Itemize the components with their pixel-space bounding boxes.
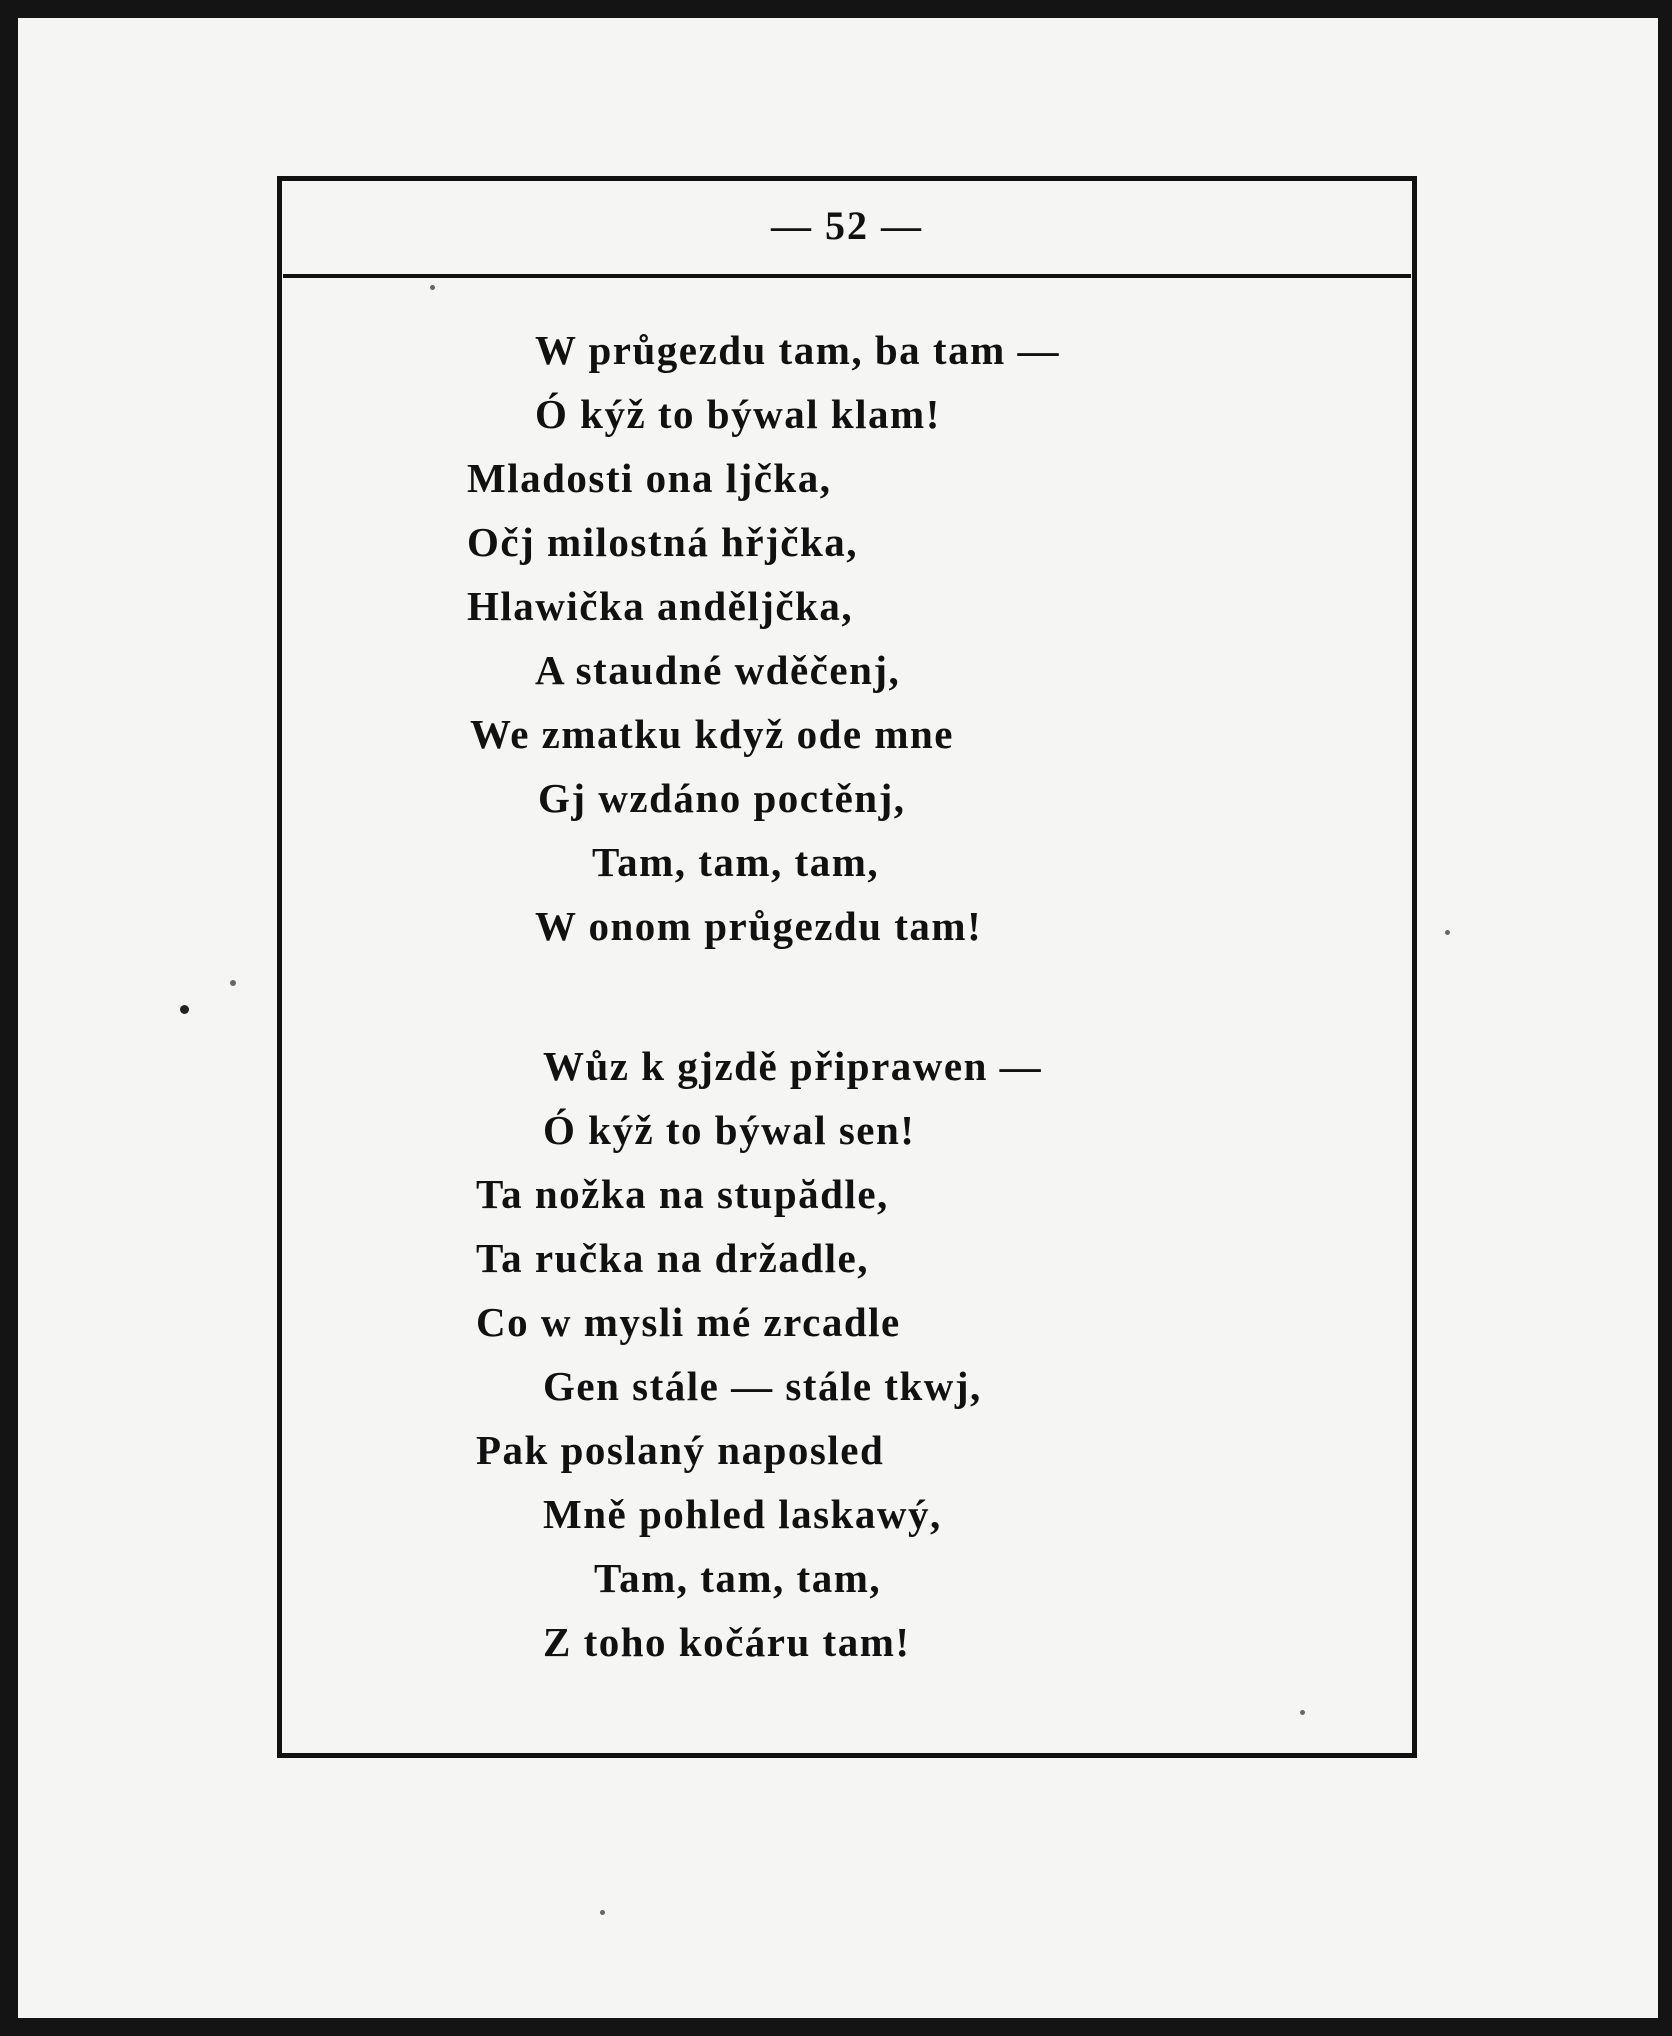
poem-line: Ó kýž to býwal klam! [535, 391, 941, 437]
poem-line: We zmatku když ode mne [470, 711, 954, 757]
poem-line: Z toho kočáru tam! [543, 1619, 911, 1665]
poem-line: Hlawička andělјčka, [467, 583, 854, 629]
poem-line: Gen stále — stále tkwj, [543, 1363, 982, 1409]
poem-line: A staudné wděčenj, [535, 647, 901, 693]
header-rule [283, 274, 1411, 278]
poem-line: Ta ručka na držadle, [476, 1235, 869, 1281]
poem-line: W průgezdu tam, ba tam — [535, 327, 1060, 373]
poem-line: Wůz k gjzdě připrawen — [543, 1043, 1043, 1089]
scan-speck [230, 980, 236, 986]
poem-line: Očj milostná hřjčka, [467, 519, 858, 565]
scan-speck [180, 1005, 189, 1014]
page-number: — 52 — [771, 203, 923, 248]
poem-line: Ó kýž to býwal sen! [543, 1107, 916, 1153]
poem-line: Ta nožka na stupădle, [476, 1171, 889, 1217]
scan-speck [1300, 1710, 1305, 1715]
poem-line: Co w mysli mé zrcadle [476, 1299, 901, 1345]
poem-line: Mně pohled laskawý, [543, 1491, 942, 1537]
scan-speck [1445, 930, 1450, 935]
scan-speck [600, 1910, 605, 1915]
poem-line: Mladosti ona ljčka, [467, 455, 832, 501]
poem-line: Tam, tam, tam, [592, 839, 880, 885]
poem-line: Tam, tam, tam, [594, 1555, 882, 1601]
scan-speck [430, 285, 435, 290]
poem-line: W onom průgezdu tam! [535, 903, 983, 949]
poem-line: Pak poslaný naposled [476, 1427, 885, 1473]
poem-line: Gj wzdáno poctěnj, [538, 775, 906, 821]
